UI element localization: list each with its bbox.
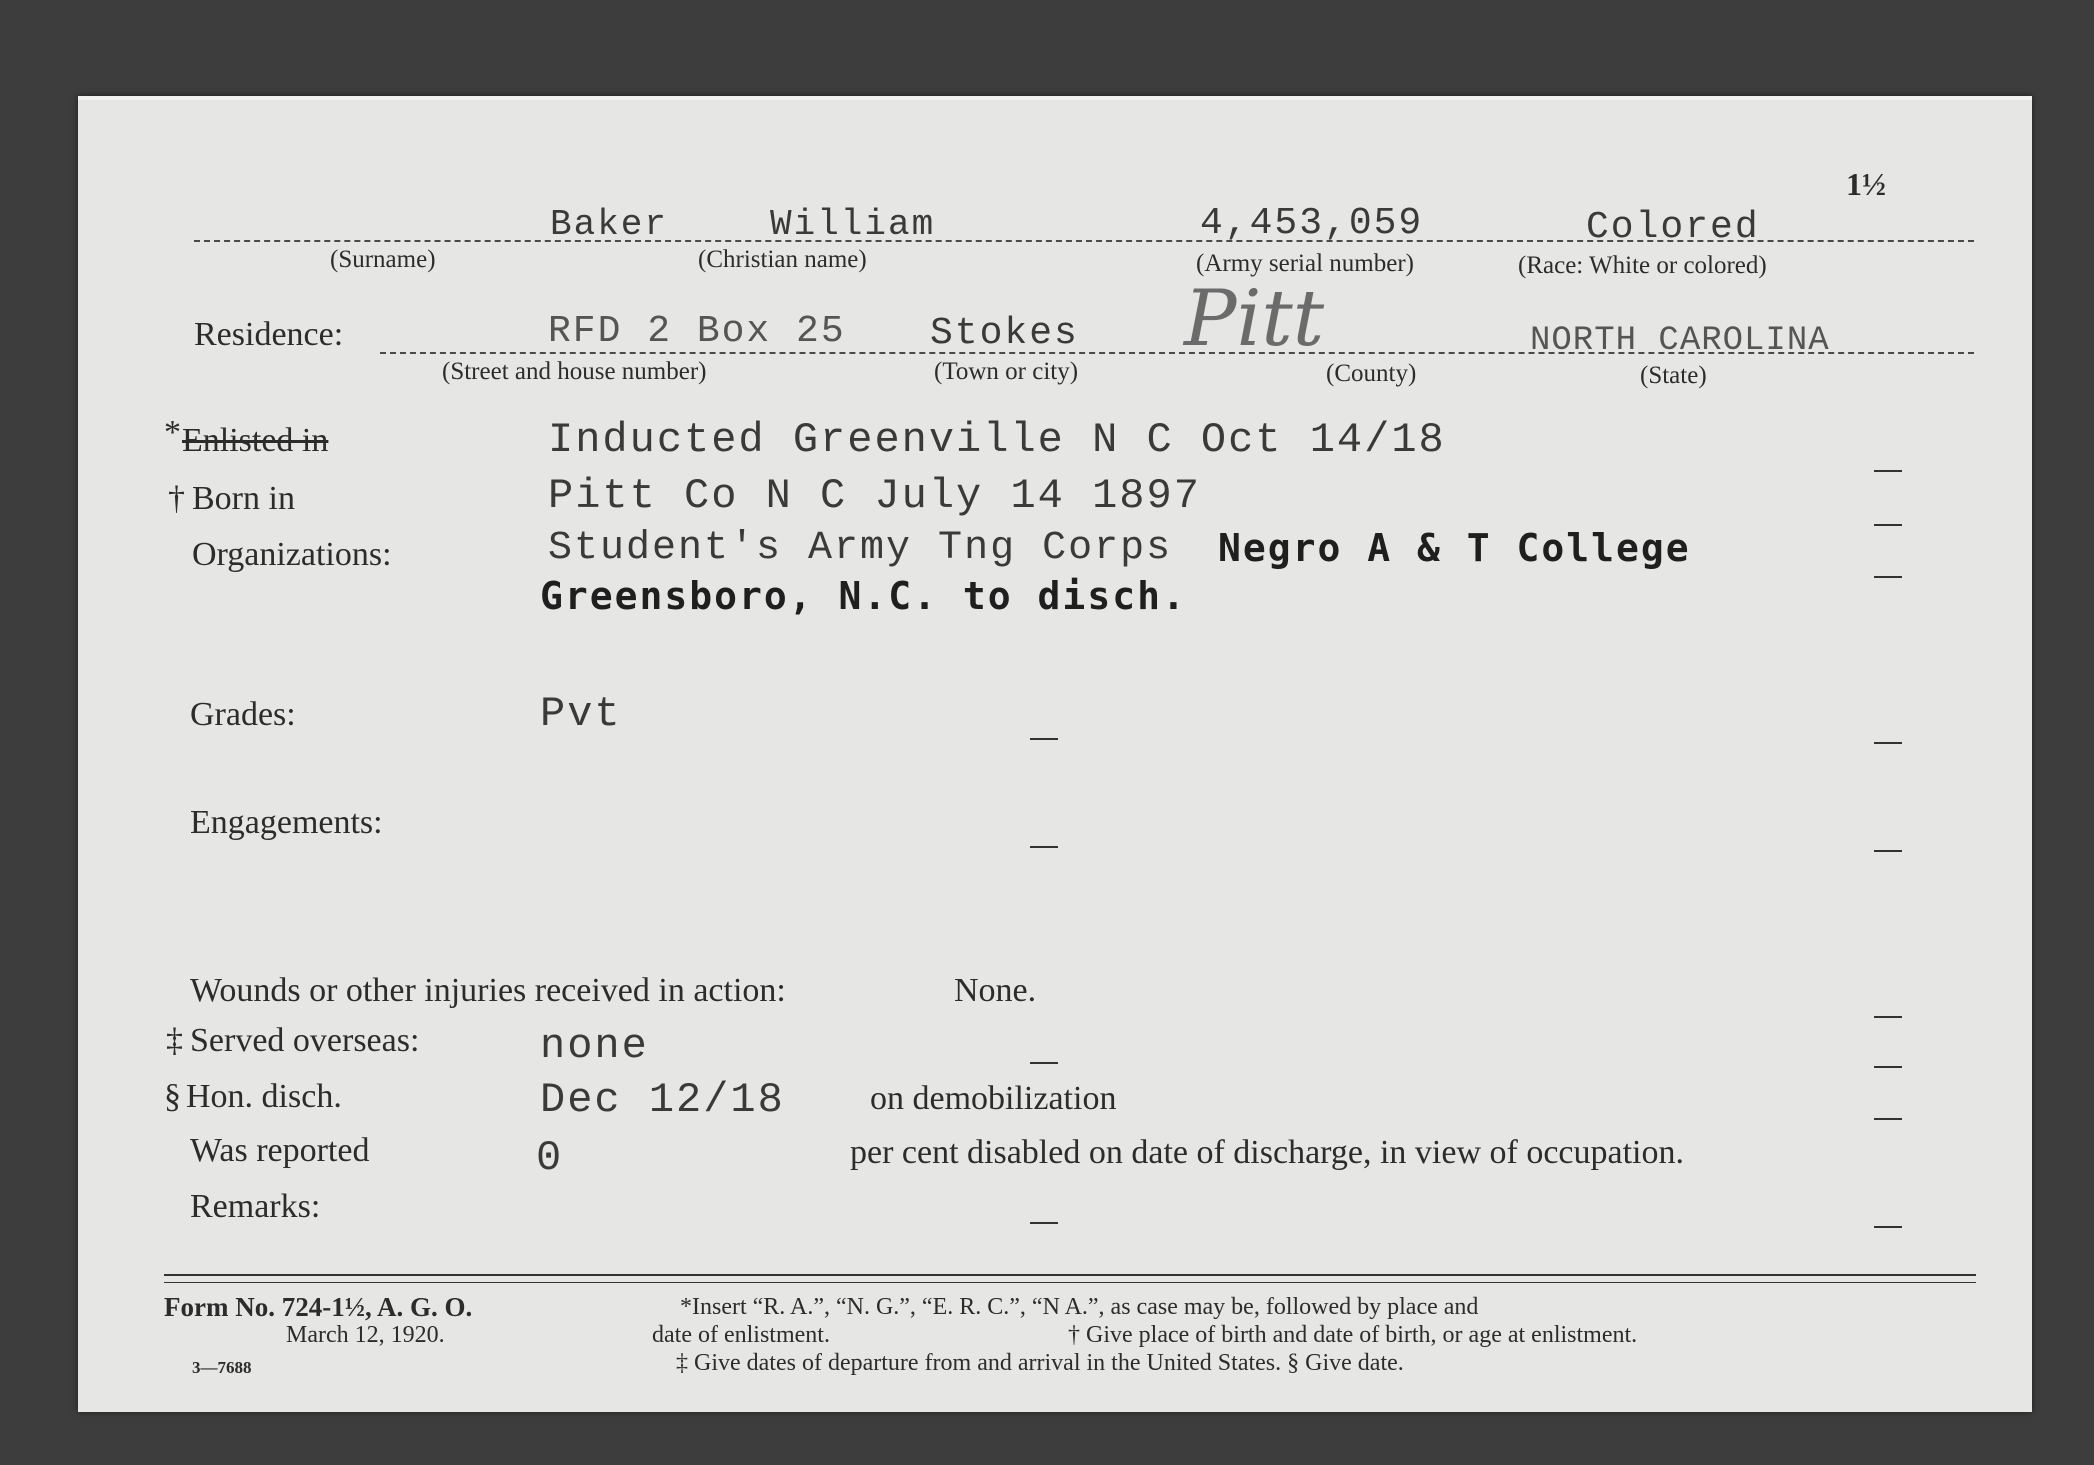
street-caption: (Street and house number) [442,358,707,385]
serial-number-value: 4,453,059 [1200,202,1424,245]
born-label: Born in [192,480,295,517]
county-caption: (County) [1326,360,1417,387]
hon-disch-label: Hon. disch. [186,1078,342,1115]
form-number: Form No. 724-1½, A. G. O. [164,1292,473,1322]
footer-rule-bottom [164,1282,1976,1283]
overseas-mid-dash [1030,1062,1058,1064]
organizations-end-dash [1874,576,1902,578]
print-code: 3—7688 [192,1358,252,1377]
organization-college-value: Negro A & T College [1218,526,1691,570]
grades-value: Pvt [540,690,622,738]
enlisted-mark: * [164,414,181,451]
overseas-label: Served overseas: [190,1022,420,1059]
hon-disch-reason: on demobilization [870,1080,1117,1117]
christian-name-caption: (Christian name) [698,246,867,273]
footnote-enlistment: *Insert “R. A.”, “N. G.”, “E. R. C.”, “N A.”, as case may be, followed by place and [680,1294,1479,1320]
christian-name-value: William [770,204,936,245]
grades-end-dash [1874,742,1902,744]
footnote-birth: † Give place of birth and date of birth, or age at enlistment. [1068,1322,1638,1348]
footnote-overseas: ‡ Give dates of departure from and arrival in the United States. § Give date. [676,1350,1404,1376]
engagements-end-dash [1874,850,1902,852]
town-caption: (Town or city) [934,358,1079,385]
reported-label: Was reported [190,1132,370,1169]
enlisted-end-dash [1874,470,1902,472]
footer-rule-top [164,1274,1976,1276]
hon-disch-end-dash [1874,1118,1902,1120]
grades-label: Grades: [190,696,296,733]
surname-caption: (Surname) [330,246,436,273]
engagements-mid-dash [1030,846,1058,848]
overseas-value: none [540,1022,649,1070]
engagements-label: Engagements: [190,804,383,841]
reported-disability-text: per cent disabled on date of discharge, in view of occupation. [850,1134,1684,1171]
hon-disch-value: Dec 12/18 [540,1076,785,1124]
surname-value: Baker [550,204,669,245]
grades-mid-dash [1030,738,1058,740]
town-value: Stokes [930,312,1079,355]
born-value: Pitt Co N C July 14 1897 [548,472,1201,520]
state-caption: (State) [1640,362,1707,389]
wounds-end-dash [1874,1016,1902,1018]
county-handwritten-value: Pitt [1184,274,1325,364]
wounds-label: Wounds or other injuries received in action: [190,972,786,1009]
card-top-edge [78,96,2032,100]
card-number: 1½ [1846,166,1886,202]
race-caption: (Race: White or colored) [1518,252,1767,279]
hon-disch-mark: § [164,1078,181,1115]
reported-value: 0 [536,1134,564,1182]
overseas-mark: ‡ [166,1022,183,1059]
organization-line2-value: Greensboro, N.C. to disch. [540,574,1187,618]
serial-caption: (Army serial number) [1196,250,1414,277]
remarks-label: Remarks: [190,1188,321,1225]
service-record-card [78,96,2032,1412]
race-value: Colored [1586,206,1760,249]
born-mark: † [168,480,185,517]
remarks-end-dash [1874,1226,1902,1228]
born-end-dash [1874,524,1902,526]
footnote-enlistment-cont: date of enlistment. [652,1322,830,1348]
enlisted-label: Enlisted in [182,422,329,459]
organizations-label: Organizations: [192,536,392,573]
street-value: RFD 2 Box 25 [548,310,846,353]
form-date: March 12, 1920. [286,1322,445,1348]
residence-label: Residence: [194,316,344,353]
remarks-mid-dash [1030,1222,1058,1224]
wounds-value: None. [954,972,1037,1009]
state-value: NORTH CAROLINA [1530,322,1830,360]
enlisted-value: Inducted Greenville N C Oct 14/18 [548,416,1446,464]
overseas-end-dash [1874,1066,1902,1068]
organization-typed-value: Student's Army Tng Corps [548,526,1173,571]
